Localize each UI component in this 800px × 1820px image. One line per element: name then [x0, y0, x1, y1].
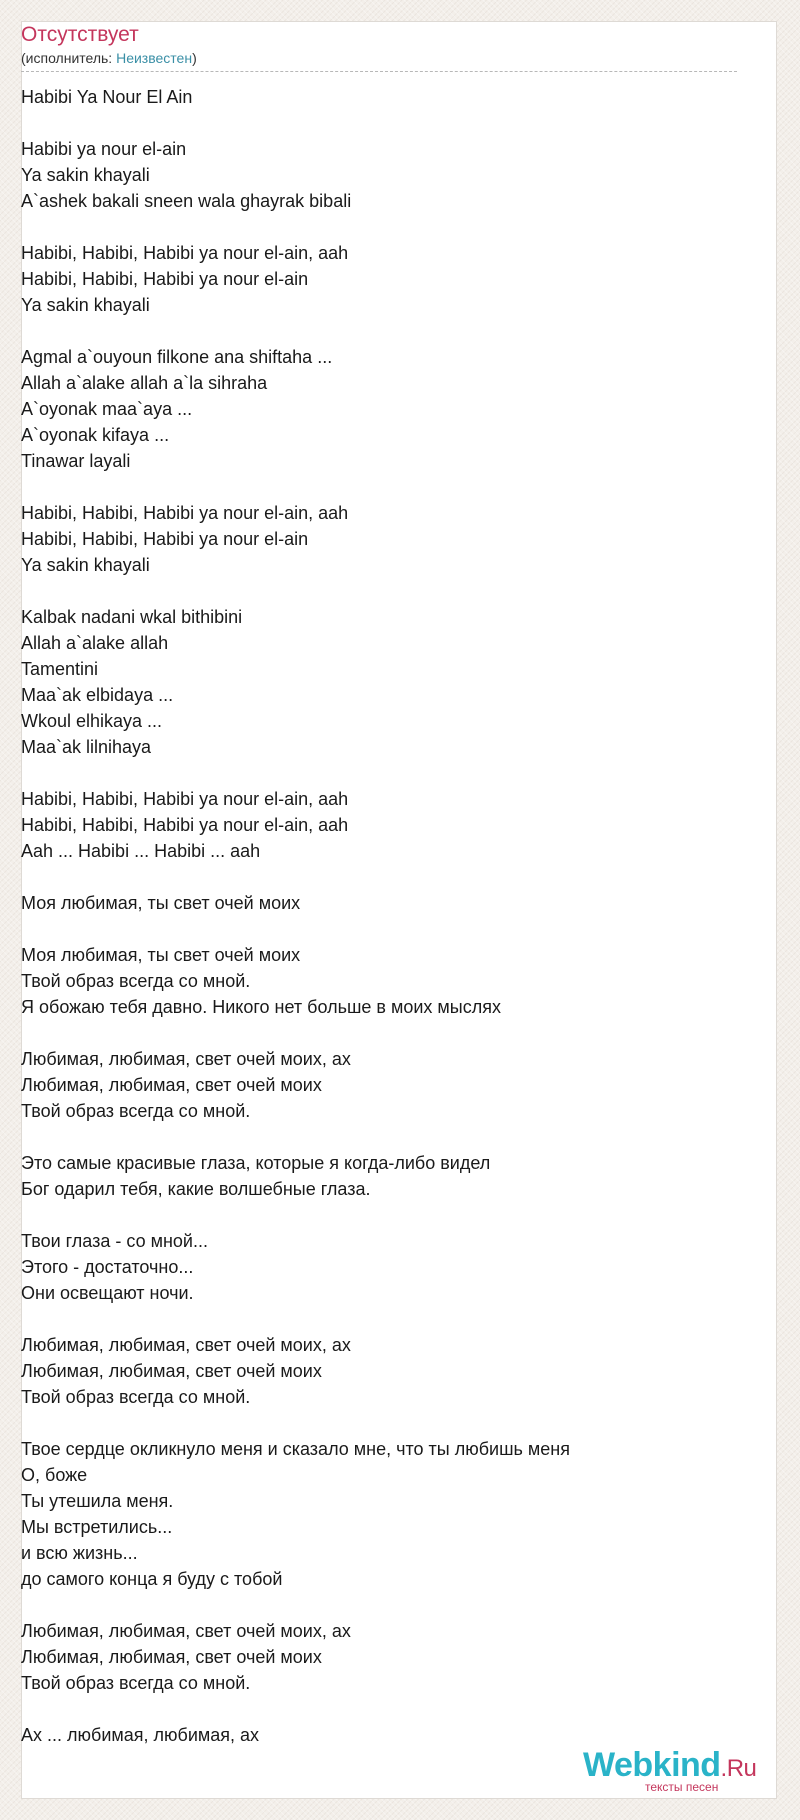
- lyric-line: Habibi, Habibi, Habibi ya nour el-ain, aah: [21, 789, 349, 809]
- lyric-line: О, боже: [21, 1465, 88, 1485]
- lyric-blank-line: [21, 1306, 737, 1332]
- lyric-line: Моя любимая, ты свет очей моих: [21, 945, 301, 965]
- lyric-blank-line: [21, 1202, 737, 1228]
- song-title: Отсутствует: [21, 23, 139, 46]
- lyric-line: Любимая, любимая, свет очей моих: [21, 1361, 322, 1381]
- lyric-line: Твое сердце окликнуло меня и сказало мне, что ты любишь меня: [21, 1439, 570, 1459]
- lyric-line: Любимая, любимая, свет очей моих, ах: [21, 1049, 351, 1069]
- lyric-blank-line: [21, 760, 737, 786]
- lyric-line: Habibi, Habibi, Habibi ya nour el-ain: [21, 269, 309, 289]
- lyric-line: Habibi, Habibi, Habibi ya nour el-ain, aah: [21, 815, 349, 835]
- performer-suffix: ): [192, 50, 197, 66]
- lyric-line: Habibi ya nour el-ain: [21, 139, 187, 159]
- lyric-line: Tinawar layali: [21, 451, 131, 471]
- lyric-blank-line: [21, 864, 737, 890]
- lyric-line: Мы встретились...: [21, 1517, 173, 1537]
- lyric-line: Ya sakin khayali: [21, 165, 150, 185]
- lyric-line: Твой образ всегда со мной.: [21, 1101, 251, 1121]
- lyric-line: Моя любимая, ты свет очей моих: [21, 893, 301, 913]
- logo-tagline: тексты песен: [645, 1780, 719, 1794]
- lyric-line: Любимая, любимая, свет очей моих, ах: [21, 1621, 351, 1641]
- lyric-line: Habibi, Habibi, Habibi ya nour el-ain, aah: [21, 503, 349, 523]
- lyric-line: Твой образ всегда со мной.: [21, 1387, 251, 1407]
- lyric-line: и всю жизнь...: [21, 1543, 138, 1563]
- lyric-line: Ya sakin khayali: [21, 295, 150, 315]
- lyric-line: Твой образ всегда со мной.: [21, 1673, 251, 1693]
- lyric-line: Agmal a`ouyoun filkone ana shiftaha ...: [21, 347, 333, 367]
- lyric-line: Habibi, Habibi, Habibi ya nour el-ain: [21, 529, 309, 549]
- lyric-blank-line: [21, 916, 737, 942]
- logo-brand: Webkind: [583, 1746, 721, 1784]
- lyric-line: Habibi Ya Nour El Ain: [21, 87, 193, 107]
- lyric-line: Твой образ всегда со мной.: [21, 971, 251, 991]
- lyric-line: Maa`ak elbidaya ...: [21, 685, 174, 705]
- lyric-blank-line: [21, 110, 737, 136]
- lyric-blank-line: [21, 318, 737, 344]
- lyric-blank-line: [21, 214, 737, 240]
- lyric-line: до самого конца я буду с тобой: [21, 1569, 283, 1589]
- lyric-line: Maa`ak lilnihaya: [21, 737, 152, 757]
- webkind-logo[interactable]: [583, 1747, 773, 1795]
- logo-tld: .Ru: [720, 1755, 757, 1782]
- lyric-line: Allah a`alake allah a`la sihraha: [21, 373, 268, 393]
- lyric-line: A`oyonak maa`aya ...: [21, 399, 193, 419]
- performer-link[interactable]: Неизвестен: [116, 50, 193, 66]
- lyric-line: A`ashek bakali sneen wala ghayrak bibali: [21, 191, 352, 211]
- lyric-line: Wkoul elhikaya ...: [21, 711, 163, 731]
- lyric-blank-line: [21, 578, 737, 604]
- lyric-line: Kalbak nadani wkal bithibini: [21, 607, 243, 627]
- lyric-line: Ах ... любимая, любимая, ах: [21, 1725, 260, 1745]
- lyric-line: Habibi, Habibi, Habibi ya nour el-ain, aah: [21, 243, 349, 263]
- lyric-line: Этого - достаточно...: [21, 1257, 194, 1277]
- performer-prefix: (исполнитель:: [21, 50, 117, 66]
- lyric-line: Любимая, любимая, свет очей моих: [21, 1075, 322, 1095]
- lyric-line: Tamentini: [21, 659, 99, 679]
- lyric-blank-line: [21, 1124, 737, 1150]
- lyric-line: Ты утешила меня.: [21, 1491, 174, 1511]
- lyric-line: Бог одарил тебя, какие волшебные глаза.: [21, 1179, 371, 1199]
- lyric-blank-line: [21, 1020, 737, 1046]
- lyric-line: A`oyonak kifaya ...: [21, 425, 170, 445]
- lyric-line: Allah a`alake allah: [21, 633, 169, 653]
- lyric-blank-line: [21, 474, 737, 500]
- lyrics-text: [21, 84, 737, 1748]
- lyric-line: Ya sakin khayali: [21, 555, 150, 575]
- lyric-blank-line: [21, 1592, 737, 1618]
- lyric-line: Это самые красивые глаза, которые я когда-либо видел: [21, 1153, 491, 1173]
- lyric-line: Любимая, любимая, свет очей моих, ах: [21, 1335, 351, 1355]
- lyric-line: Твои глаза - со мной...: [21, 1231, 208, 1251]
- lyric-blank-line: [21, 1696, 737, 1722]
- lyric-line: Любимая, любимая, свет очей моих: [21, 1647, 322, 1667]
- performer-line: [21, 50, 737, 72]
- lyric-line: Они освещают ночи.: [21, 1283, 194, 1303]
- lyric-line: Aah ... Habibi ... Habibi ... aah: [21, 841, 261, 861]
- lyric-blank-line: [21, 1410, 737, 1436]
- song-header: [21, 22, 737, 72]
- lyric-line: Я обожаю тебя давно. Никого нет больше в моих мыслях: [21, 997, 501, 1017]
